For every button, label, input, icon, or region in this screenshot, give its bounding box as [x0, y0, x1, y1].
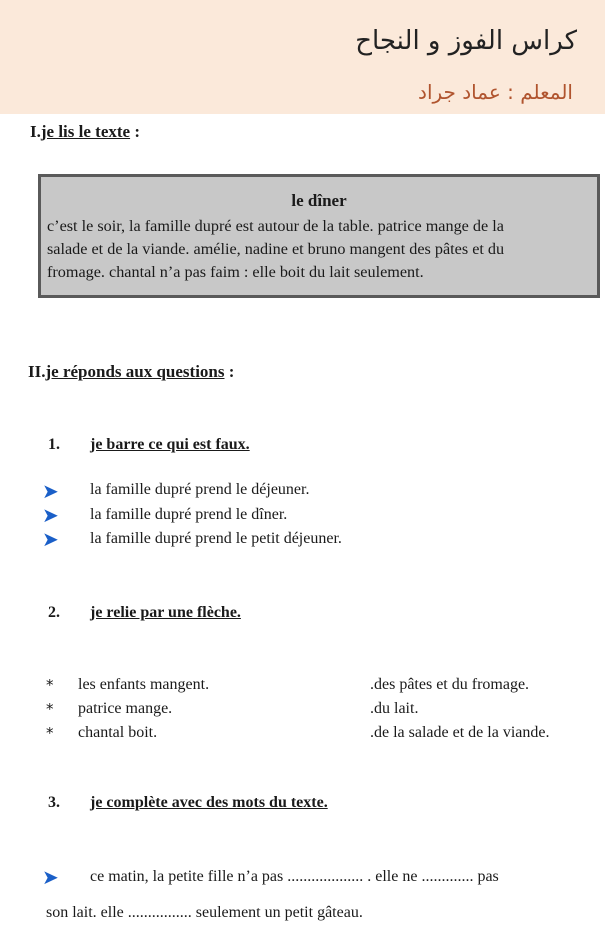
q2-left-item: patrice mange.	[78, 700, 173, 717]
q2-right-item: .du lait.	[370, 700, 419, 717]
q3-line-1: ce matin, la petite fille n’a pas ................... . elle ne ............. pas	[90, 868, 499, 885]
q1-option: la famille dupré prend le déjeuner.	[90, 481, 310, 498]
q1-option: la famille dupré prend le petit déjeuner.	[90, 530, 342, 547]
arrow-right-icon: ➤	[42, 503, 59, 527]
asterisk-icon: *	[46, 676, 54, 694]
text-body	[47, 215, 595, 284]
question-2-number: 2.	[48, 604, 60, 621]
text-line: c’est le soir, la famille dupré est autour de la table. patrice mange de la	[47, 217, 504, 235]
question-3-number: 3.	[48, 794, 60, 811]
text-line: fromage. chantal n’a pas faim : elle boit du lait seulement.	[47, 263, 424, 281]
q2-right-item: .de la salade et de la viande.	[370, 724, 550, 741]
arrow-right-icon: ➤	[42, 527, 59, 551]
teacher-name: المعلم : عماد جراد	[418, 80, 573, 104]
q2-right-item: .des pâtes et du fromage.	[370, 676, 530, 693]
section-1-suffix: :	[130, 122, 140, 141]
arrow-right-icon: ➤	[42, 479, 59, 503]
q2-left-item: les enfants mangent.	[78, 676, 210, 693]
asterisk-icon: *	[46, 700, 54, 718]
section-2-heading	[28, 362, 234, 382]
text-line: salade et de la viande. amélie, nadine et bruno mangent des pâtes et du	[47, 240, 505, 258]
question-3-title: je complète avec des mots du texte.	[90, 794, 328, 811]
question-1-title: je barre ce qui est faux.	[90, 436, 250, 453]
section-1-numeral: I.	[30, 122, 41, 141]
header-band	[0, 0, 605, 114]
section-2-numeral: II.	[28, 362, 46, 381]
q2-left-item: chantal boit.	[78, 724, 158, 741]
question-1-number: 1.	[48, 436, 60, 453]
section-1-heading	[30, 122, 140, 142]
section-2-suffix: :	[224, 362, 235, 381]
asterisk-icon: *	[46, 724, 54, 742]
section-2-label: je réponds aux questions	[45, 362, 225, 381]
q1-option: la famille dupré prend le dîner.	[90, 506, 288, 523]
text-title: le dîner	[291, 191, 347, 210]
question-2-title: je relie par une flèche.	[90, 604, 241, 621]
section-1-label: je lis le texte	[40, 122, 131, 141]
arrow-right-icon: ➤	[42, 865, 59, 889]
reading-text-box	[38, 174, 600, 298]
q3-line-2: son lait. elle ................ seulement un petit gâteau.	[46, 904, 363, 921]
notebook-title: كراس الفوز و النجاح	[355, 26, 577, 56]
